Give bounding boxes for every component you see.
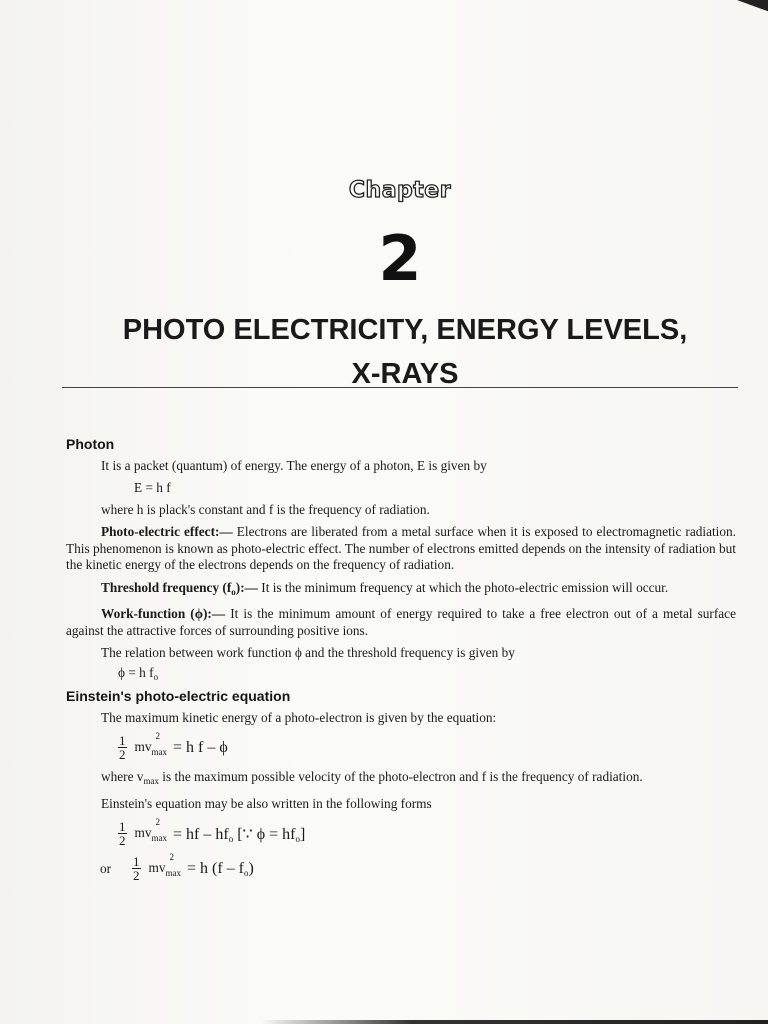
equation-1-rhs: = h f – ϕ — [173, 738, 228, 756]
einstein-equation-3 — [66, 851, 736, 883]
photoelectric-effect-term: Photo-electric effect:— — [101, 524, 233, 539]
einstein-equation-2 — [66, 816, 736, 848]
photon-definition: It is a packet (quantum) of energy. The energy of a photon, E is given by — [101, 458, 487, 473]
kinetic-energy-term: mv 2 $_{max}$ — [134, 730, 167, 757]
chapter-label: Chapter — [348, 178, 452, 203]
work-function-text: It is the minimum amount of energy required to take a free electron out of a metal surface against the attractive forces of surrounding positive ions. — [66, 606, 736, 638]
chapter-title — [60, 308, 750, 396]
fraction-half: $\frac{1}{2}$ — [133, 854, 140, 883]
threshold-frequency-text: It is the minimum frequency at which the photo-electric emission will occur. — [257, 579, 669, 595]
photon-formula-explanation: where h is plack's constant and f is the frequency of radiation. — [101, 501, 430, 517]
fraction-half: $\frac{1}{2}$ — [119, 819, 126, 848]
kinetic-energy-term: mv 2 $_{max}$ — [134, 816, 167, 843]
photon-energy-formula: E = h f — [134, 479, 171, 495]
chapter-title-line1: PHOTO ELECTRICITY, ENERGY LEVELS, — [122, 314, 688, 346]
equation-3-rhs: = h $(f - f_o)$ — [187, 859, 254, 878]
threshold-frequency-term: Threshold frequency $(f_o):—$ — [101, 579, 258, 597]
title-divider — [62, 387, 738, 388]
section-heading-photon: Photon — [66, 436, 115, 452]
section-heading-einstein: Einstein's photo-electric equation — [66, 687, 291, 704]
einstein-intro: The maximum kinetic energy of a photo-electron is given by the equation: — [101, 709, 497, 725]
work-function-formula: ϕ = h $f_o$ — [118, 664, 159, 682]
equation-2-rhs: = hf – $hf_o$ [∵ $\phi = hf_o$] — [173, 825, 306, 844]
fraction-half: $\frac{1}{2}$ — [119, 733, 126, 762]
photoelectric-effect-text: Electrons are liberated from a metal surface when it is exposed to electromagnetic radiation. This phenomenon is known as photo-electric effect. The number of electrons emitted depends on the intensity of radiation but the kinetic energy of the electrons depends on the frequency of radiation. — [66, 524, 736, 572]
page-bottom-edge — [260, 1020, 768, 1024]
page-corner-shadow — [733, 0, 768, 19]
threshold-frequency-paragraph — [66, 580, 736, 601]
einstein-forms-intro: Einstein's equation may be also written in the following forms — [101, 795, 432, 811]
chapter-body — [66, 436, 736, 890]
kinetic-energy-term: mv 2 $_{max}$ — [148, 851, 181, 878]
photoelectric-effect-paragraph — [66, 524, 736, 574]
chapter-number: 2 — [378, 222, 422, 295]
work-function-relation: The relation between work function ϕ and the threshold frequency is given by — [101, 645, 515, 660]
vmax-explanation: where $v_{max}$ is the maximum possible velocity of the photo-electron and f is the frequency of radiation. — [101, 769, 643, 786]
einstein-equation-1 — [66, 730, 736, 762]
or-label: or — [100, 860, 112, 876]
chapter-title-line2: X-RAYS — [351, 358, 459, 390]
work-function-paragraph — [66, 606, 736, 639]
work-function-term: Work-function (ϕ):— — [101, 606, 226, 621]
